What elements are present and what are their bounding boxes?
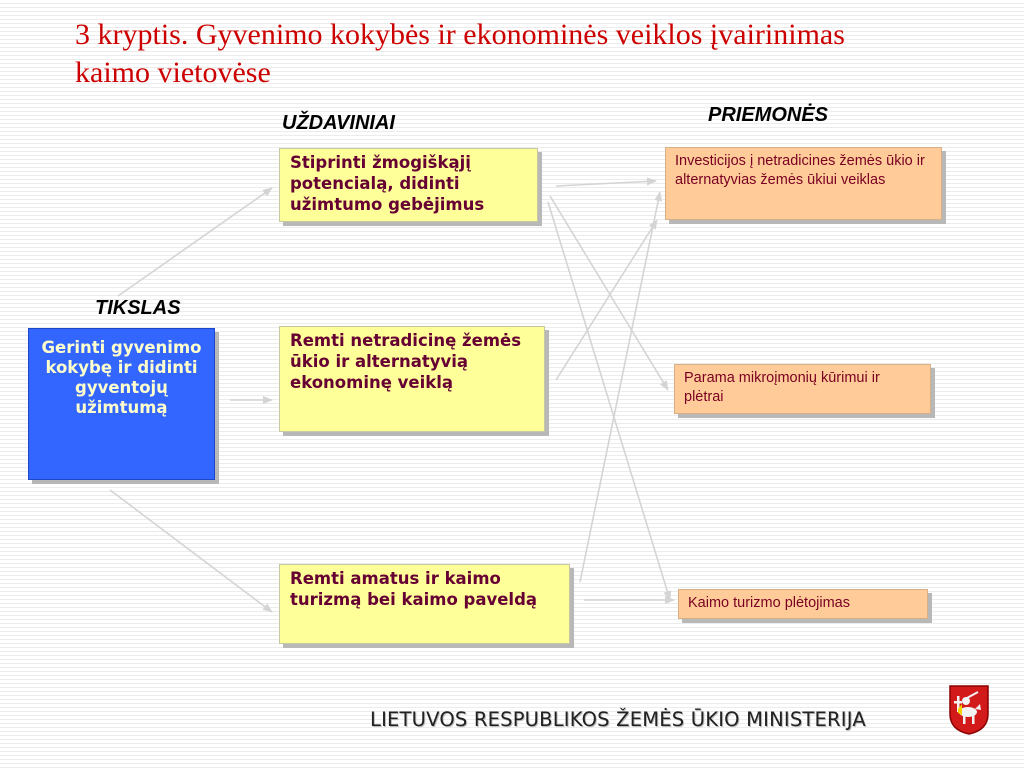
measures-heading: PRIEMONĖS — [708, 104, 829, 126]
measure-box-3 — [678, 589, 928, 619]
goal-text: Gerinti gyvenimo kokybę ir didinti gyventojų užimtumą — [41, 338, 202, 417]
measure-box-1 — [665, 147, 942, 220]
arrow-goal-to-task-3 — [110, 490, 272, 612]
ministry-footer: LIETUVOS RESPUBLIKOS ŽEMĖS ŪKIO MINISTERIJA — [370, 708, 866, 731]
measure-text: Investicijos į netradicines žemės ūkio ir alternatyvias žemės ūkiui veiklas — [675, 153, 925, 188]
task-box-2 — [279, 326, 545, 432]
arrow-task-1-to-measure-3 — [548, 202, 670, 600]
goal-heading: TIKSLAS — [95, 297, 181, 319]
task-box-3 — [279, 564, 570, 644]
task-box-1 — [279, 148, 538, 222]
slide-title: 3 kryptis. Gyvenimo kokybės ir ekonominės veiklos įvairinimas kaimo vietovėse — [75, 18, 845, 89]
measure-text: Parama mikroįmonių kūrimui ir plėtrai — [684, 370, 880, 405]
coat-of-arms-icon — [948, 684, 990, 736]
tasks-heading: UŽDAVINIAI — [282, 112, 395, 134]
measure-text: Kaimo turizmo plėtojimas — [688, 595, 850, 611]
arrow-task-2-to-measure-1 — [556, 220, 657, 380]
arrow-task-3-to-measure-1 — [580, 192, 660, 582]
arrow-goal-to-task-1 — [118, 188, 272, 296]
task-text: Remti netradicinę žemės ūkio ir alternatyvią ekonominę veiklą — [290, 331, 522, 392]
measure-box-2 — [674, 364, 931, 414]
goal-box — [28, 328, 215, 480]
task-text: Remti amatus ir kaimo turizmą bei kaimo paveldą — [290, 569, 538, 609]
task-text: Stiprinti žmogiškąjį potencialą, didinti užimtumo gebėjimus — [290, 153, 485, 214]
arrow-task-1-to-measure-1 — [556, 181, 656, 186]
